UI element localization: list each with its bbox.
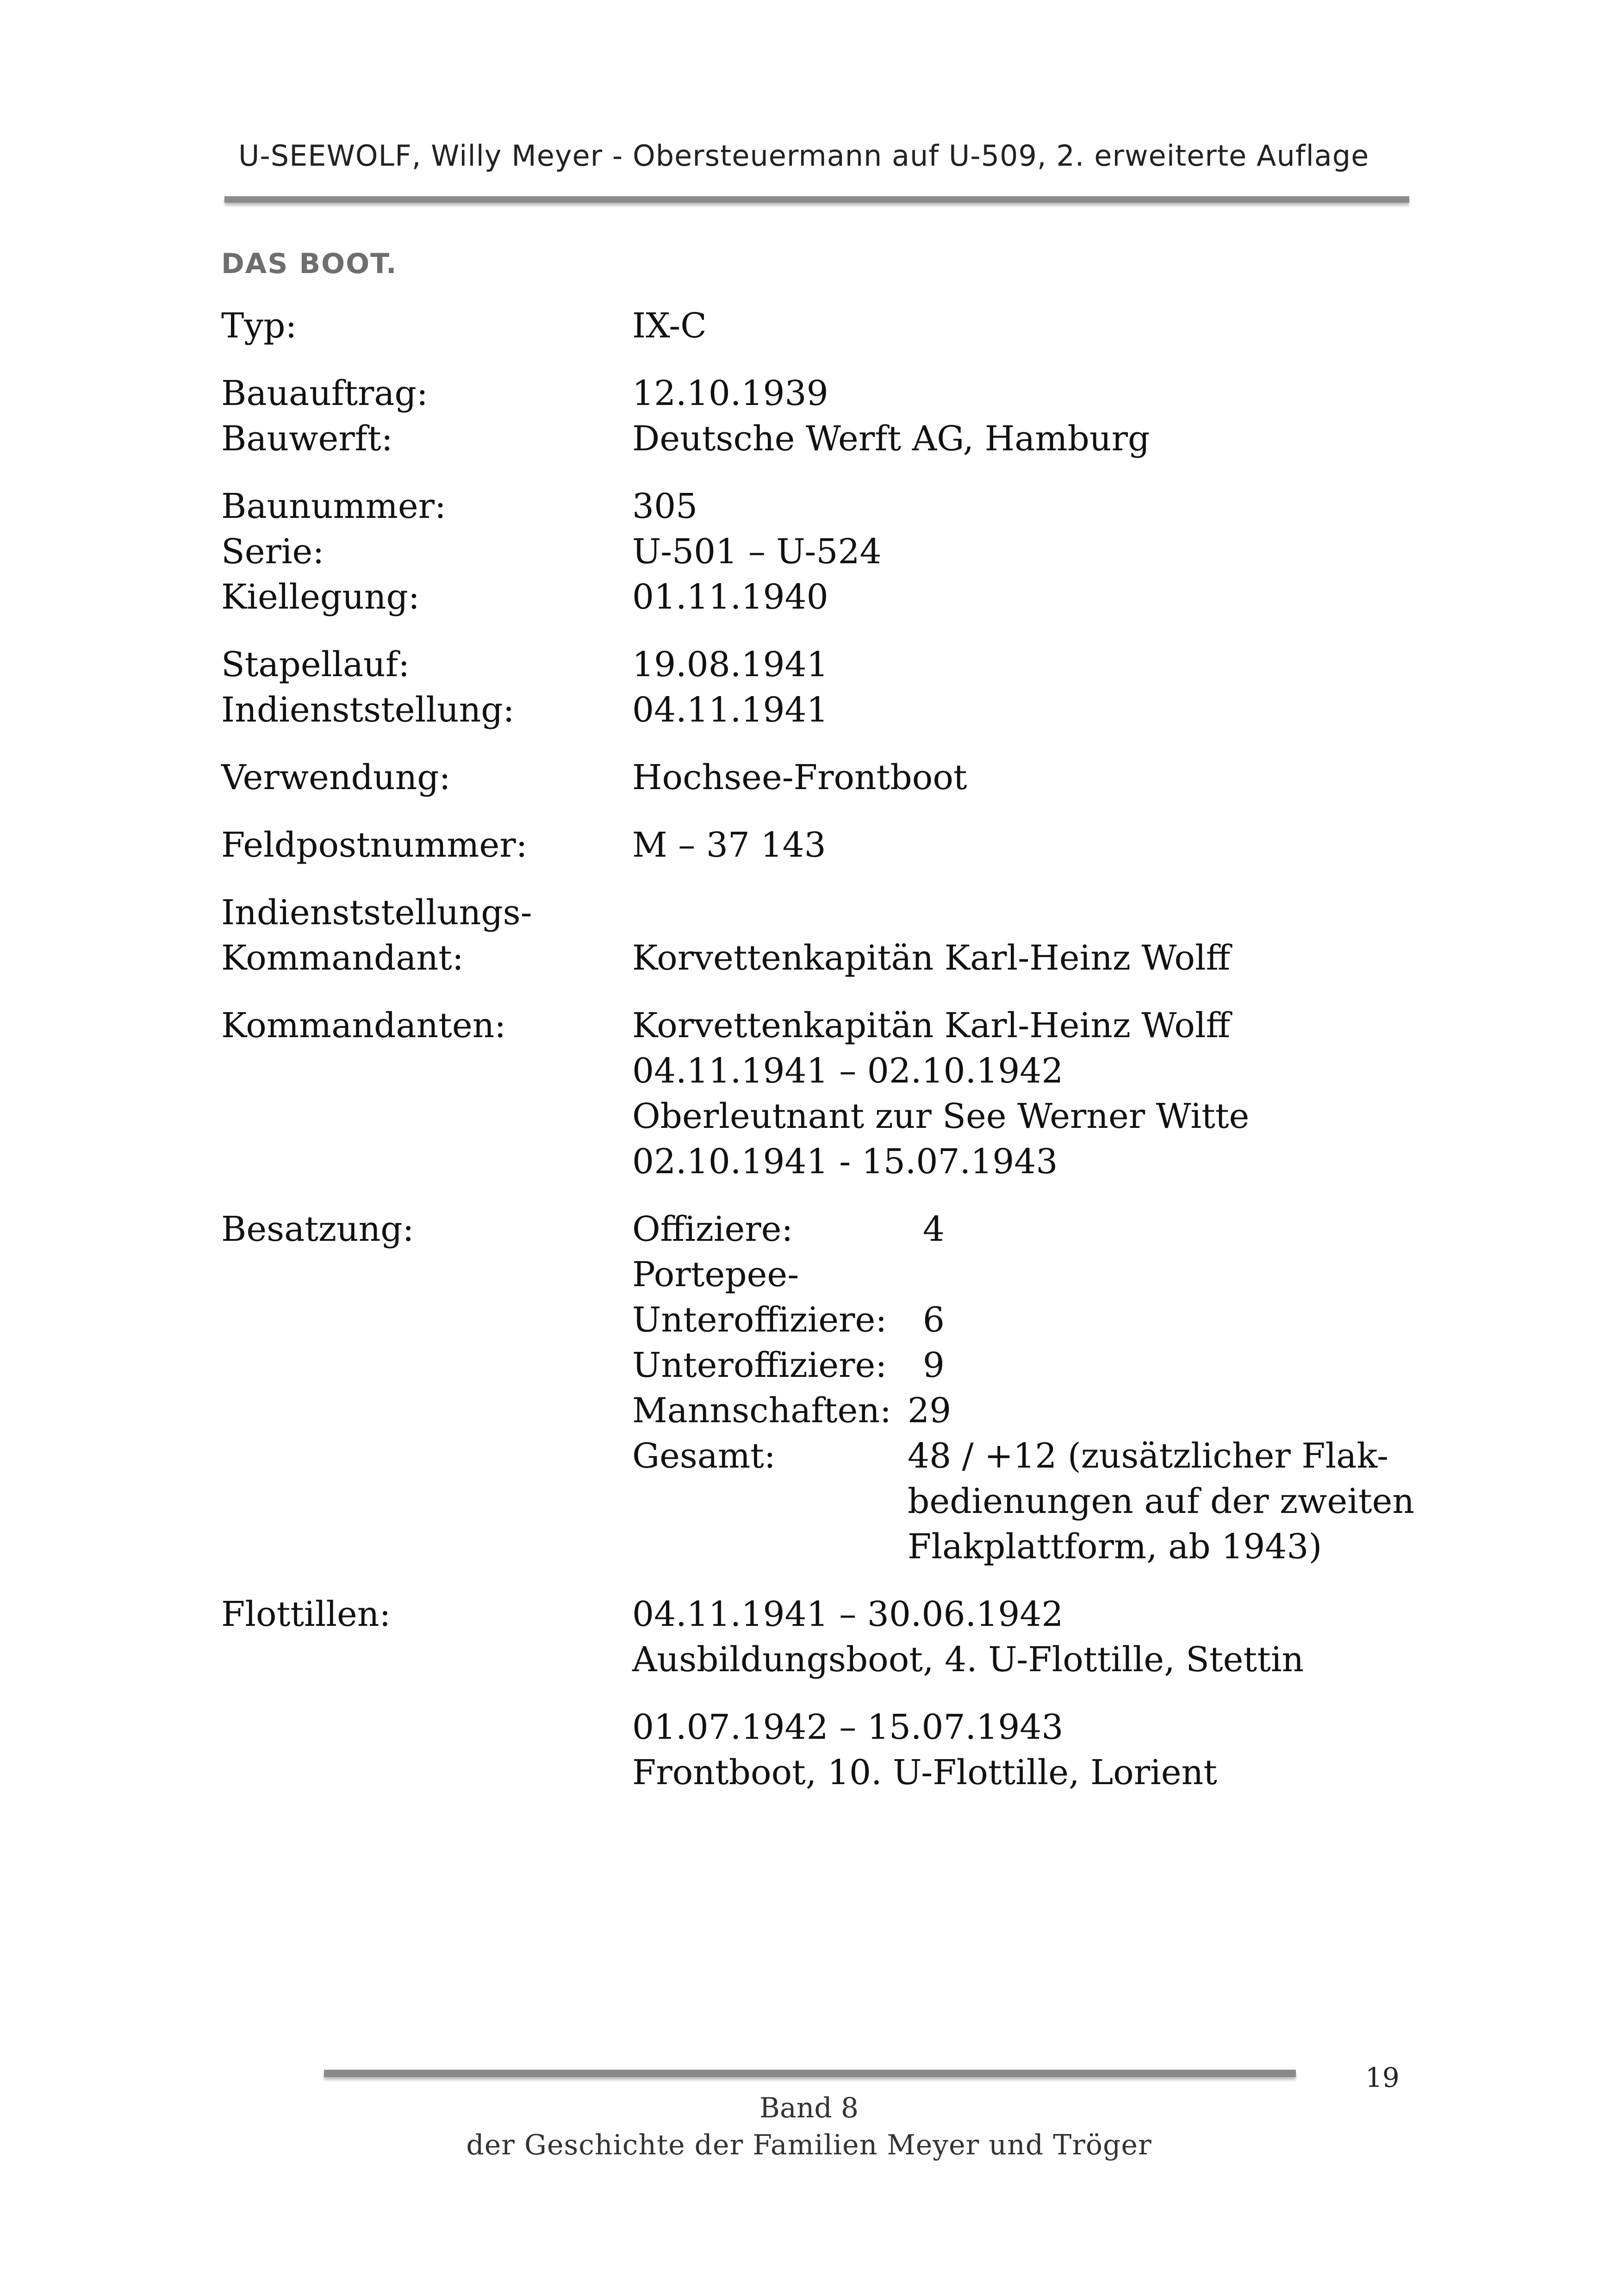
fact-value: Korvettenkapitän Karl-Heinz Wolff — [632, 938, 1231, 978]
fact-label: Typ: — [221, 306, 297, 346]
fact-value: 19.08.1941 — [632, 645, 828, 684]
crew-total-line: bedienungen auf der zweiten — [908, 1481, 1415, 1521]
fact-value: 12.10.1939 — [632, 373, 828, 413]
fact-labels — [221, 484, 632, 620]
fact-verwendung — [221, 755, 1406, 800]
fact-values — [632, 371, 1406, 461]
fact-label: Bauauftrag: — [221, 373, 428, 413]
crew-label: Mannschaften: — [632, 1391, 891, 1431]
fact-feldpostnummer — [221, 822, 1406, 868]
fact-group-stapellauf — [221, 642, 1406, 733]
crew-row-gesamt — [632, 1433, 1415, 1569]
running-header-title: U-SEEWOLF, Willy Meyer - Obersteuermann auf U-509, 2. erweiterte Auflage — [238, 139, 1369, 173]
fact-value: M – 37 143 — [632, 825, 826, 865]
fact-label: Flottillen: — [221, 1594, 391, 1634]
fact-value: Deutsche Werft AG, Hamburg — [632, 419, 1150, 459]
fact-values — [632, 890, 1406, 981]
fact-typ — [221, 303, 1406, 348]
fact-label: Feldpostnummer: — [221, 825, 528, 865]
fact-besatzung — [221, 1207, 1415, 1569]
fact-label: Kommandanten: — [221, 1006, 506, 1045]
crew-count: 29 — [908, 1391, 952, 1431]
crew-count: 4 — [922, 1209, 945, 1249]
commander-line: 04.11.1941 – 02.10.1942 — [632, 1051, 1064, 1091]
flotilla-dates: 04.11.1941 – 30.06.1942 — [632, 1594, 1064, 1634]
fact-label: Kiellegung: — [221, 577, 420, 617]
footer-rule — [324, 2070, 1296, 2077]
footer-volume: Band 8 — [759, 2092, 859, 2124]
spacer — [632, 890, 1406, 935]
fact-labels — [221, 890, 632, 981]
boat-facts — [221, 303, 1415, 1817]
fact-label: Stapellauf: — [221, 645, 410, 684]
commander-line: Oberleutnant zur See Werner Witte — [632, 1096, 1250, 1136]
fact-values — [632, 1003, 1406, 1184]
fact-kommandanten — [221, 1003, 1406, 1184]
flotilla-dates: 01.07.1942 – 15.07.1943 — [632, 1707, 1064, 1747]
header-rule — [224, 196, 1409, 203]
fact-value: 04.11.1941 — [632, 690, 828, 730]
crew-label: Offiziere: — [632, 1209, 793, 1249]
fact-value: 01.11.1940 — [632, 577, 828, 617]
crew-count: 6 — [922, 1300, 945, 1340]
fact-value: 305 — [632, 486, 698, 526]
crew-row-portepee-label — [632, 1252, 1406, 1297]
fact-indienststellungs-kommandant — [221, 890, 1406, 981]
page-number: 19 — [1365, 2062, 1400, 2093]
commander-line: 02.10.1941 - 15.07.1943 — [632, 1142, 1058, 1182]
commander-line: Korvettenkapitän Karl-Heinz Wolff — [632, 1006, 1231, 1045]
flotilla-period — [632, 1705, 1406, 1795]
crew-row-offiziere — [632, 1207, 1406, 1252]
fact-value: Hochsee-Frontboot — [632, 758, 967, 797]
fact-flottillen — [221, 1592, 1406, 1795]
fact-labels — [221, 371, 632, 461]
crew-total-line: Flakplattform, ab 1943) — [908, 1527, 1322, 1567]
flotilla-list — [632, 1592, 1406, 1795]
fact-label: Baunummer: — [221, 486, 446, 526]
crew-row-unteroffiziere — [632, 1343, 1406, 1388]
fact-label: Besatzung: — [221, 1209, 414, 1249]
fact-group-bau — [221, 371, 1406, 461]
fact-values — [632, 484, 1406, 620]
crew-total-line: 48 / +12 (zusätzlicher Flak- — [908, 1436, 1388, 1476]
fact-label: Serie: — [221, 532, 324, 572]
flotilla-period — [632, 1592, 1406, 1682]
crew-total-text — [908, 1433, 1415, 1569]
crew-table — [632, 1207, 1415, 1569]
fact-label: Bauwerft: — [221, 419, 393, 459]
crew-label: Portepee- — [632, 1255, 799, 1294]
fact-label: Verwendung: — [221, 758, 451, 797]
crew-row-mannschaften — [632, 1388, 1406, 1433]
flotilla-desc: Frontboot, 10. U-Flottille, Lorient — [632, 1753, 1217, 1792]
crew-row-portepee — [632, 1297, 1406, 1343]
fact-labels — [221, 642, 632, 733]
footer-series-title: der Geschichte der Familien Meyer und Tröger — [466, 2129, 1152, 2161]
fact-values — [632, 642, 1406, 733]
fact-value: IX-C — [632, 306, 707, 346]
section-heading: DAS BOOT. — [221, 248, 398, 280]
crew-label: Unteroffiziere: — [632, 1345, 887, 1385]
crew-label: Gesamt: — [632, 1436, 776, 1476]
fact-label: Kommandant: — [221, 938, 464, 978]
fact-label: Indienststellungs- — [221, 893, 532, 933]
flotilla-desc: Ausbildungsboot, 4. U-Flottille, Stettin — [632, 1640, 1304, 1680]
fact-value: U-501 – U-524 — [632, 532, 882, 572]
fact-label: Indienststellung: — [221, 690, 515, 730]
crew-label: Unteroffiziere: — [632, 1300, 887, 1340]
fact-group-baunummer — [221, 484, 1406, 620]
crew-count: 9 — [922, 1345, 945, 1385]
